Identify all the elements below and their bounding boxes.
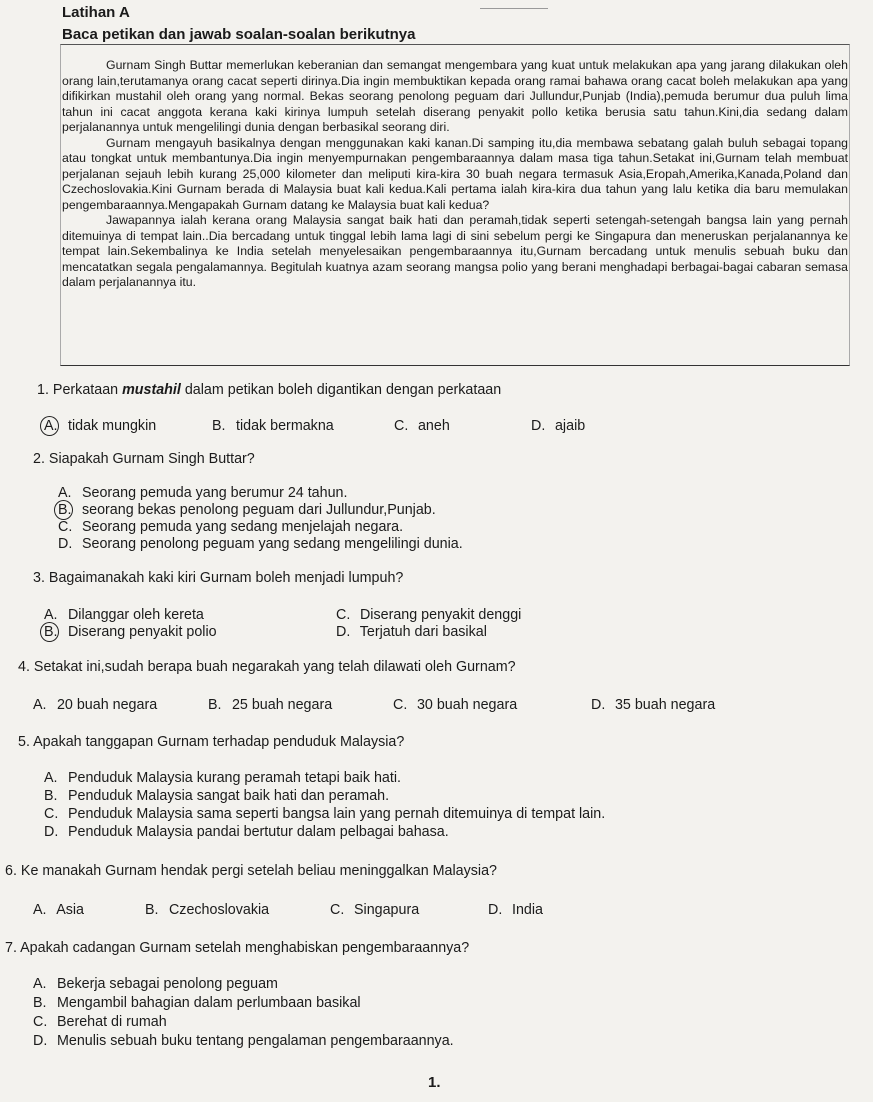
option-letter: A. — [58, 485, 72, 501]
option-1b[interactable] — [212, 418, 334, 434]
option-text: 35 buah negara — [614, 697, 716, 713]
question-text-pre: Perkataan — [52, 382, 123, 398]
option-4a[interactable] — [33, 697, 157, 713]
option-7c[interactable] — [33, 1014, 167, 1030]
option-letter: B. — [145, 902, 159, 918]
worksheet-title: Latihan A — [62, 4, 130, 21]
option-2c[interactable] — [58, 519, 403, 535]
option-text: 20 buah negara — [56, 697, 158, 713]
option-5a[interactable] — [44, 770, 401, 786]
option-letter: B. — [33, 995, 47, 1011]
option-3a[interactable] — [44, 607, 204, 623]
question-7 — [5, 940, 469, 956]
question-1 — [37, 382, 501, 398]
option-text: ajaib — [554, 418, 586, 434]
divider — [480, 8, 548, 9]
question-text-post: dalam petikan boleh digantikan dengan perkataan — [180, 382, 502, 398]
option-text: India — [511, 902, 543, 918]
option-text: Penduduk Malaysia kurang peramah tetapi baik hati. — [67, 770, 401, 786]
option-letter: B. — [44, 624, 64, 640]
option-letter: B. — [208, 697, 222, 713]
option-letter: B. — [44, 788, 58, 804]
question-number: 7. — [5, 940, 17, 956]
option-text: Seorang penolong peguam yang sedang mengelilingi dunia. — [81, 536, 463, 552]
option-3d[interactable] — [336, 624, 487, 640]
option-letter: D. — [58, 536, 73, 552]
question-number: 2. — [33, 451, 45, 467]
option-letter: D. — [488, 902, 503, 918]
option-5b[interactable] — [44, 788, 389, 804]
option-1d[interactable] — [531, 418, 585, 434]
question-keyword: mustahil — [122, 382, 181, 398]
question-number: 5. — [18, 734, 30, 750]
option-text: Seorang pemuda yang sedang menjelajah negara. — [81, 519, 404, 535]
option-text: tidak bermakna — [235, 418, 334, 434]
option-text: Berehat di rumah — [56, 1014, 167, 1030]
option-letter: C. — [393, 697, 408, 713]
option-letter: C. — [394, 418, 409, 434]
option-letter: D. — [591, 697, 606, 713]
option-text: Diserang penyakit denggi — [359, 607, 522, 623]
option-text: Diserang penyakit polio — [67, 624, 217, 640]
option-7d[interactable] — [33, 1033, 454, 1049]
option-letter: C. — [336, 607, 351, 623]
option-text: Menulis sebuah buku tentang pengalaman pengembaraannya. — [56, 1033, 454, 1049]
option-text: Penduduk Malaysia pandai bertutur dalam pelbagai bahasa. — [67, 824, 449, 840]
option-text: Penduduk Malaysia sama seperti bangsa lain yang pernah ditemuinya di tempat lain. — [67, 806, 606, 822]
option-text: Mengambil bahagian dalam perlumbaan basikal — [56, 995, 361, 1011]
option-letter: D. — [531, 418, 546, 434]
option-6a[interactable] — [33, 902, 84, 918]
option-3b[interactable] — [44, 624, 217, 640]
option-5d[interactable] — [44, 824, 449, 840]
option-letter: D. — [336, 624, 351, 640]
option-text: aneh — [417, 418, 450, 434]
question-3 — [33, 570, 403, 586]
option-text: Czechoslovakia — [168, 902, 270, 918]
option-6b[interactable] — [145, 902, 269, 918]
question-5 — [18, 734, 404, 750]
question-6 — [5, 863, 497, 879]
option-text: 30 buah negara — [416, 697, 518, 713]
option-letter: C. — [330, 902, 345, 918]
question-text: Bagaimanakah kaki kiri Gurnam boleh menjadi lumpuh? — [48, 570, 404, 586]
option-text: Terjatuh dari basikal — [359, 624, 487, 640]
option-2d[interactable] — [58, 536, 463, 552]
option-text: seorang bekas penolong peguam dari Jullundur,Punjab. — [81, 502, 436, 518]
option-1a[interactable] — [44, 418, 156, 434]
question-text: Ke manakah Gurnam hendak pergi setelah beliau meninggalkan Malaysia? — [20, 863, 497, 879]
option-letter: A. — [33, 697, 47, 713]
option-text: tidak mungkin — [67, 418, 157, 434]
question-2 — [33, 451, 255, 467]
option-text: Singapura — [353, 902, 420, 918]
passage-paragraph: Gurnam Singh Buttar memerlukan keberanian dan semangat mengembara yang kuat untuk melakukan apa yang jarang dilakukan oleh orang lain,terutamanya orang cacat seperti dirinya.Dia ingin membuktikan kepada orang ramai bahawa orang cacat boleh melakukan apa yang difikirkan mustahil oleh orang yang normal. Bekas seorang penolong peguam dari Jullundur,Punjab (India),pemuda berumur dua puluh lima tahun ini cacat anggota kerana kaki kirinya lumpuh setelah diserang penyakit pollo ketika berusia satu tahun.Kini,dia sedang dalam perjalanannya untuk mengelilingi dunia dengan berbasikal seorang diri. — [62, 58, 848, 134]
option-letter: C. — [44, 806, 59, 822]
option-letter: D. — [44, 824, 59, 840]
option-text: 25 buah negara — [231, 697, 333, 713]
option-1c[interactable] — [394, 418, 450, 434]
option-letter: A. — [44, 418, 64, 434]
question-text: Setakat ini,sudah berapa buah negarakah yang telah dilawati oleh Gurnam? — [33, 659, 516, 675]
option-letter: D. — [33, 1033, 48, 1049]
option-4d[interactable] — [591, 697, 715, 713]
option-letter: B. — [58, 502, 78, 518]
option-letter: B. — [212, 418, 226, 434]
option-letter: C. — [33, 1014, 48, 1030]
question-text: Siapakah Gurnam Singh Buttar? — [48, 451, 255, 467]
option-4c[interactable] — [393, 697, 517, 713]
option-7a[interactable] — [33, 976, 278, 992]
option-letter: C. — [58, 519, 73, 535]
passage-paragraph: Jawapannya ialah kerana orang Malaysia sangat baik hati dan peramah,tidak seperti setengah-setengah bangsa lain yang pernah ditemuinya di tempat lain..Dia bercadang untuk tinggal lebih lama lagi di sini sebelum pergi ke Singapura dan meneruskan perjalanannya ke tempat lain.Sekembalinya ke India setelah menyelesaikan pengembaraannya itu,Gurnam bercadang untuk menulis sebuah buku dan mencatatkan segala pengalamannya. Begitulah kuatnya azam seorang mangsa polio yang berani menghadapi berbagai-bagai cabaran semasa dalam perjalanannya itu. — [62, 213, 848, 289]
option-letter: A. — [33, 902, 47, 918]
question-number: 1. — [37, 382, 49, 398]
question-text: Apakah tanggapan Gurnam terhadap penduduk Malaysia? — [33, 734, 405, 750]
instruction-text: Baca petikan dan jawab soalan-soalan berikutnya — [62, 26, 416, 43]
question-text: Apakah cadangan Gurnam setelah menghabiskan pengembaraannya? — [20, 940, 470, 956]
option-2a[interactable] — [58, 485, 347, 501]
question-number: 4. — [18, 659, 30, 675]
passage-paragraph: Gurnam mengayuh basikalnya dengan menggunakan kaki kanan.Di samping itu,dia membawa sebatang galah buluh sebagai topang atau tongkat untuk membantunya.Dia ingin menyempurnakan pengembaraannya dalam masa tiga tahun.Setakat ini,Gurnam telah membuat perjalanan sejauh lebih kurang 25,000 kilometer dan meliputi kira-kira 30 buah negara termasuk Asia,Eropah,Amerika,Kanada,Poland dan Czechoslovakia.Kini Gurnam berada di Malaysia buat kali kedua.Kali pertama ialah kira-kira dua tahun yang lalu ketika dia baru memulakan pengembaraannya.Mengapakah Gurnam datang ke Malaysia buat kali kedua? — [62, 135, 848, 212]
option-letter: A. — [33, 976, 47, 992]
option-6d[interactable] — [488, 902, 543, 918]
page-number: 1. — [428, 1074, 441, 1091]
option-5c[interactable] — [44, 806, 605, 822]
option-text: Dilanggar oleh kereta — [67, 607, 204, 623]
question-number: 3. — [33, 570, 45, 586]
question-4 — [18, 659, 516, 675]
option-6c[interactable] — [330, 902, 419, 918]
option-7b[interactable] — [33, 995, 361, 1011]
option-letter: A. — [44, 770, 58, 786]
option-text: Penduduk Malaysia sangat baik hati dan peramah. — [67, 788, 390, 804]
option-4b[interactable] — [208, 697, 332, 713]
question-number: 6. — [5, 863, 17, 879]
reading-passage — [62, 58, 848, 291]
option-3c[interactable] — [336, 607, 521, 623]
option-letter: A. — [44, 607, 58, 623]
option-2b[interactable] — [58, 502, 436, 518]
option-text: Seorang pemuda yang berumur 24 tahun. — [81, 485, 348, 501]
option-text: Bekerja sebagai penolong peguam — [56, 976, 278, 992]
option-text: Asia — [56, 902, 84, 918]
